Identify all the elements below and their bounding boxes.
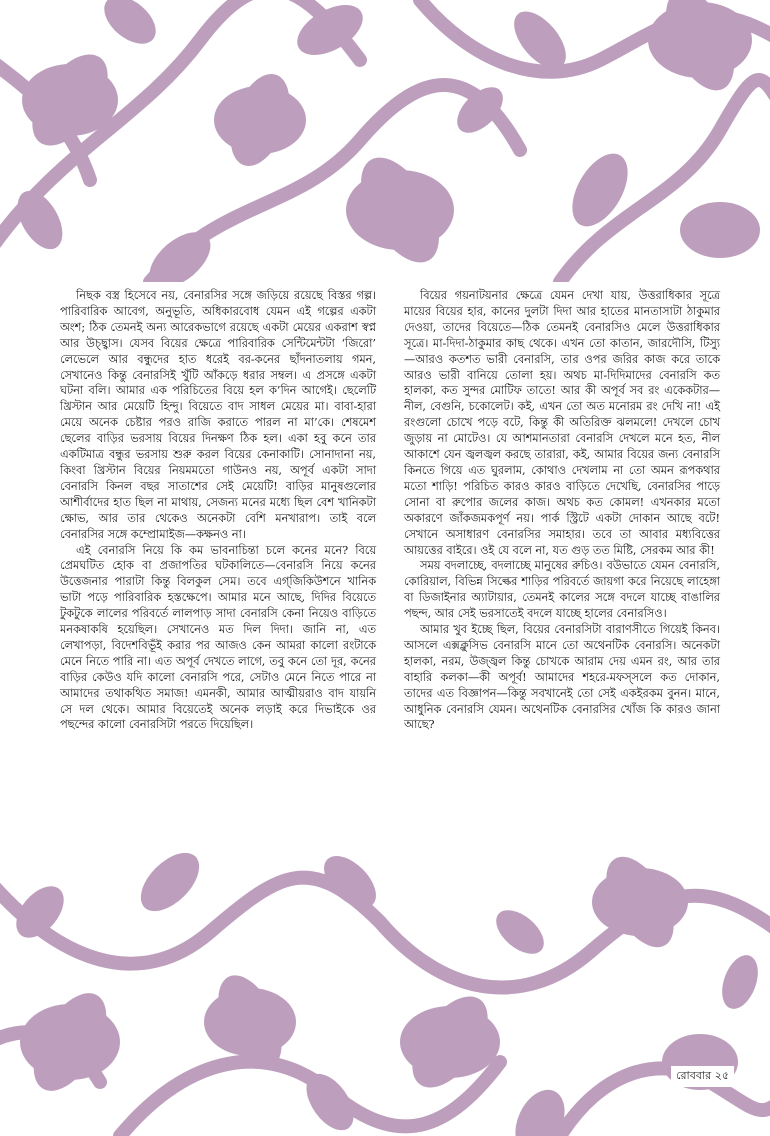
paragraph: সময় বদলাচ্ছে, বদলাচ্ছে মানুষের রুচিও। বউভাতে যেমন বেনারসি, কোরিয়াল, বিভিন্ন সিল্কের শাড়ির পরিবর্তে জায়গা করে নিয়েছে লাহেঙ্গা বা ডিজাইনার অ্যাটায়ার, তেমনই কালের সঙ্গে বদলে যাচ্ছে বাঙালির পছন্দ, আর সেই ভরসাতেই বদলে যাচ্ছে হালের বেনারসিও। xyxy=(404,559,720,621)
paragraph: এই বেনারসি নিয়ে কি কম ভাবনাচিন্তা চলে কনের মনে? বিয়ে প্রেমঘটিত হোক বা প্রজাপতির ঘটকালিতে—বেনারসি নিয়ে কনের উত্তেজনার পারাটা কিন্তু বিলকুল সেম। তবে এগ্‌জিকিউশনে খানিক ভাটা পড়ে পারিবারিক হস্তক্ষেপে। আমার মনে আছে, দিদির বিয়েতে টুকটুকে লালের পরিবর্তে লালপাড় সাদা বেনারসি কেনা নিয়েও বাড়িতে মনকষাকষি হয়েছিল। সেখানেও মত দিল দিদা। জানি না, এত লেখাপড়া, বিদেশবিভূঁই করার পর আজও কেন আমরা কালো রংটাকে মেনে নিতে পারি না। এত অপূর্ব দেখতে লাগে, তবু কনে তো দূর, কনের বাড়ির কেউও যদি কালো বেনারসি পরে, সেটাও মেনে নিতে পারে না আমাদের তথাকথিত সমাজ! এমনকী, আমার আত্মীয়রাও বাদ যায়নি সে দল থেকে। আমার বিয়েতেই অনেক লড়াই করে দিভাইকে ওর পছন্দের কালো বেনারসিটা পরতে দিয়েছিল। xyxy=(60,543,376,732)
floral-vine-pattern-bottom xyxy=(0,842,770,1136)
paragraph: আমার খুব ইচ্ছে ছিল, বিয়ের বেনারসিটা বারাণসীতে গিয়েই কিনব। আসলে এক্সক্লুসিভ বেনারসি মানে তো অথেনটিক বেনারসি। অনেকটা হালকা, নরম, উজ্জ্বল কিন্তু চোখকে আরাম দেয় এমন রং, আর তার বাহারি কলকা—কী অপূর্ব! আমাদের শহরে-মফস্সলে কত দোকান, তাদের এত বিজ্ঞাপন—কিন্তু সবখানেই তো সেই একইরকম বুনন। মানে, আধুনিক বেনারসি যেমন। অথেনটিক বেনারসির খোঁজ কি কারও জানা আছে? xyxy=(404,623,720,732)
paragraph: বিয়ের গয়নাটয়নার ক্ষেত্রে যেমন দেখা যায়, উত্তরাধিকার সূত্রে মায়ের বিয়ের হার, কানের দুলটা দিদা আর হাতের মানতাসাটা ঠাকুমার দেওয়া, তাদের বিয়েতে—ঠিক তেমনই বেনারসিও মেলে উত্তরাধিকার সূত্রে। মা-দিদা-ঠাকুমার কাছ থেকে। এখন তো কাতান, জারদৌসি, টিস্যু—আরও কতশত ভারী বেনারসি, তার ওপর জরির কাজ করে তাকে আরও ভারী বানিয়ে তোলা হয়। অথচ মা-দিদিমাদের বেনারসি কত হালকা, কত সুন্দর মোটিফ তাতে! আর কী অপূর্ব সব রং একেকটার—নীল, বেগুনি, চকোলেট। কই, এখন তো অত মনোরম রং দেখি না! এই রংগুলো চোখে পড়ে বটে, কিন্তু কী অতিরিক্ত ঝলমলে! দেখলে চোখ জুড়ায় না মোটেও। যে আশমানতারা বেনারসি দেখলে মনে হত, নীল আকাশে যেন জ্বলজ্বল করছে তারারা, কই, আমার বিয়ের জন্য বেনারসি কিনতে গিয়ে এত ঘুরলাম, কোথাও দেখলাম না তো অমন রূপকথার মতো শাড়ি! পরিচিত কারও কারও বাড়িতে দেখেছি, বেনারসির পাড়ে সোনা বা রুপোর জলের কাজ। অথচ কত কোমল! এখনকার মতো অকারণে জাঁকজমকপূর্ণ নয়। পার্ক স্ট্রিটে একটা দোকান আছে বটে! সেখানে অসাধারণ বেনারসির সমাহার। তবে তা আবার মধ্যবিত্তের আয়ত্তের বাইরে। ওই যে বলে না, যত গুড় তত মিষ্টি, সেরকম আর কী! xyxy=(404,289,720,557)
page-number: রোববার ২৫ xyxy=(671,1066,734,1087)
floral-vine-pattern-icon xyxy=(0,0,770,282)
left-column xyxy=(60,288,376,836)
floral-vine-pattern-top xyxy=(0,0,770,282)
paragraph: নিছক বস্ত্র হিসেবে নয়, বেনারসির সঙ্গে জড়িয়ে রয়েছে বিস্তর গল্প। পারিবারিক আবেগ, অনুভূতি, অধিকারবোধ যেমন এই গল্পের একটা অংশ; ঠিক তেমনই অন্য আরেকভাগে রয়েছে একটা মেয়ের একরাশ স্বপ্ন আর উচ্ছ্বাস। যেসব বিয়ের ক্ষেত্রে পারিবারিক সেন্টিমেন্টটা ‘জিরো’ লেভেলে আর বন্ধুদের হাত ধরেই বর-কনের ছাঁদনাতলায় গমন, সেখানেও কিন্তু বেনারসিই খুঁটি আঁকড়ে ধরার সম্বল। এ প্রসঙ্গে একটা ঘটনা বলি। আমার এক পরিচিতের বিয়ে হল ক’দিন আগেই। ছেলেটি খ্রিস্টান আর মেয়েটি হিন্দু। বিয়েতে বাদ সাধল মেয়ের মা। বাবা-হারা মেয়ে অনেক চেষ্টার পরও রাজি করাতে পারল না মা’কে। শেষমেশ ছেলের বাড়ির ভরসায় বিয়ের দিনক্ষণ ঠিক হল। একা হবু কনে তার একটিমাত্র বন্ধুর ভরসায় শুরু করল বিয়ের কেনাকাটি। সোনাদানা নয়, কিংবা খ্রিস্টান বিয়ের নিয়মমতো গাউনও নয়, অপূর্ব একটা সাদা বেনারসি কিনল বছর সাতাশের সেই মেয়েটি! বাড়ির মানুষগুলোর আশীর্বাদের হাত ছিল না মাথায়, সেজন্য মনের মধ্যে ছিল বেশ খানিকটা ক্ষোভ, আর তার থেকেও অনেকটা বেশি মনখারাপ। তাই বলে বেনারসির সঙ্গে কম্প্রোমাইজ—কক্ষনও না। xyxy=(60,289,376,541)
floral-vine-pattern-icon xyxy=(0,842,770,1136)
right-column xyxy=(404,288,720,836)
article-body xyxy=(60,288,720,836)
